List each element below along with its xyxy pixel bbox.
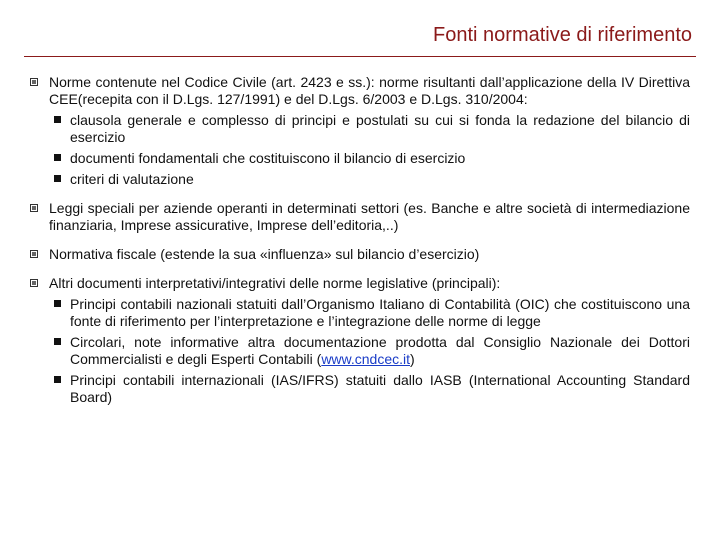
page-title: Fonti normative di riferimento: [433, 24, 692, 46]
sub-list-item: [49, 112, 690, 146]
bullet-text: Leggi speciali per aziende operanti in determinati settori (es. Banche e altre società di intermediazione finanziaria, Imprese assicurative, Imprese dell’editoria,..): [49, 200, 690, 233]
content: [30, 74, 690, 406]
sub-list-item: [49, 372, 690, 406]
list-item: [30, 200, 690, 234]
sub-item-text: Principi contabili nazionali statuiti dall’Organismo Italiano di Contabilità (OIC) che costituiscono una fonte di riferimento per l’interpretazione e l’integrazione delle norme di legge: [70, 296, 690, 329]
list-item: [30, 246, 690, 263]
sub-list-item: [49, 150, 690, 167]
square-bullet-icon: [54, 376, 61, 383]
square-bullet-icon: [54, 338, 61, 345]
list-item: [30, 275, 690, 406]
sub-list-item: [49, 171, 690, 188]
sub-item-text-after: ): [410, 351, 415, 367]
title-divider: [24, 56, 696, 57]
sub-item-text: criteri di valutazione: [70, 171, 194, 187]
sub-item-text-before: Circolari, note informative altra documentazione prodotta dal Consiglio Nazionale dei Dottori Commercialisti e degli Esperti Contabili (: [70, 334, 690, 367]
checkbox-bullet-icon: [30, 279, 38, 287]
sub-list-item: [49, 334, 690, 368]
checkbox-bullet-icon: [30, 204, 38, 212]
square-bullet-icon: [54, 300, 61, 307]
sub-list: [49, 112, 690, 188]
square-bullet-icon: [54, 116, 61, 123]
checkbox-bullet-icon: [30, 78, 38, 86]
square-bullet-icon: [54, 154, 61, 161]
checkbox-bullet-icon: [30, 250, 38, 258]
sub-item-text: clausola generale e complesso di principi e postulati su cui si fonda la redazione del bilancio di esercizio: [70, 112, 690, 145]
sub-list-item: [49, 296, 690, 330]
cndcec-link[interactable]: www.cndcec.it: [321, 351, 411, 367]
sub-item-text: documenti fondamentali che costituiscono il bilancio di esercizio: [70, 150, 466, 166]
bullet-text: Norme contenute nel Codice Civile (art. 2423 e ss.): norme risultanti dall’applicazione della IV Direttiva CEE(recepita con il D.Lgs. 127/1991) e del D.Lgs. 6/2003 e D.Lgs. 310/2004:: [49, 74, 690, 107]
list-item: [30, 74, 690, 188]
sub-list: [49, 296, 690, 406]
square-bullet-icon: [54, 175, 61, 182]
bullet-text: Altri documenti interpretativi/integrativi delle norme legislative (principali):: [49, 275, 501, 291]
sub-item-text: Principi contabili internazionali (IAS/IFRS) statuiti dallo IASB (International Accounting Standard Board): [70, 372, 690, 405]
bullet-text: Normativa fiscale (estende la sua «influenza» sul bilancio d’esercizio): [49, 246, 480, 262]
